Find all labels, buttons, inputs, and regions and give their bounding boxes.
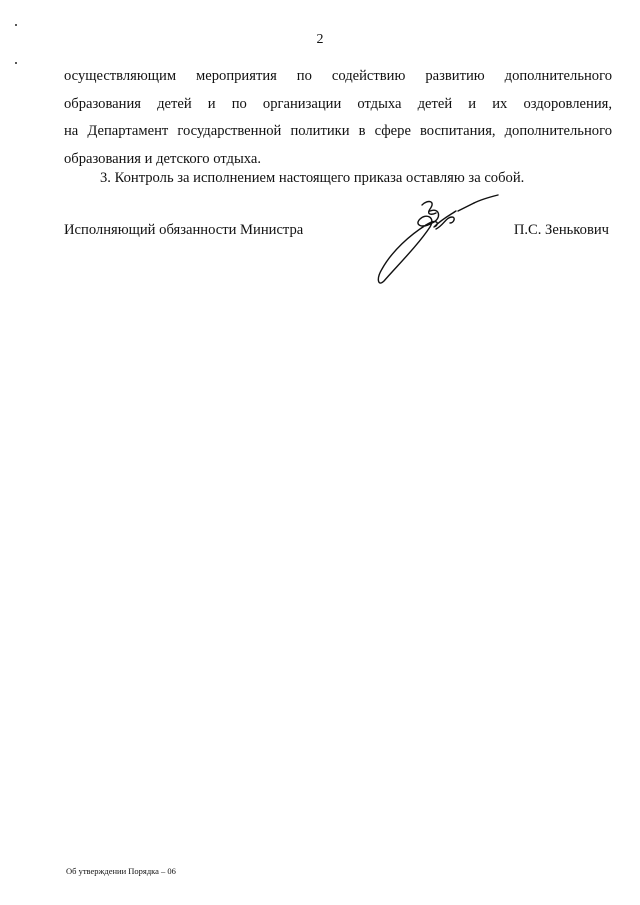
- paragraph-line: на Департамент государственной политики в сфере воспитания, дополнительного: [64, 123, 612, 139]
- signature-stroke: [378, 216, 432, 283]
- signatory-title: Исполняющий обязанности Министра: [64, 222, 304, 238]
- scan-artifact: [15, 62, 17, 64]
- paragraph-continuation: [64, 63, 612, 173]
- signatory-name: П.С. Зенькович: [513, 222, 609, 238]
- paragraph-line: образования и детского отдыха.: [64, 150, 261, 167]
- paragraph-line: образования детей и по организации отдыха детей и их оздоровления,: [64, 95, 612, 112]
- scan-artifact: [15, 24, 17, 26]
- handwritten-signature: [370, 185, 505, 290]
- page-number: 2: [316, 32, 324, 47]
- signature-stroke: [422, 202, 436, 215]
- signature-stroke: [458, 203, 474, 211]
- item-3-paragraph: 3. Контроль за исполнением настоящего приказа оставляю за собой.: [100, 170, 525, 186]
- footer-doc-reference: Об утверждении Порядка – 06: [66, 866, 176, 876]
- signature-stroke: [474, 195, 498, 203]
- paragraph-line: осуществляющим мероприятия по содействию развитию дополнительного: [64, 68, 612, 84]
